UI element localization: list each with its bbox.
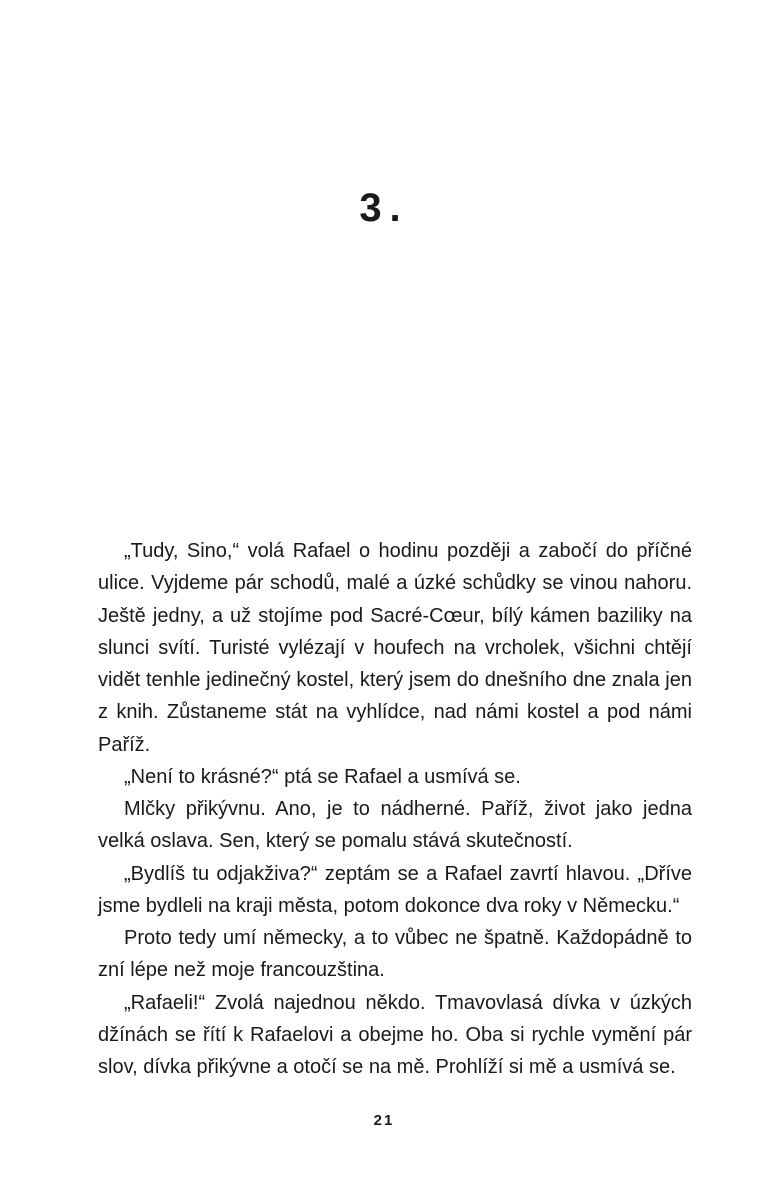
paragraph: „Bydlíš tu odjakživa?“ zeptám se a Rafael zavrtí hlavou. „Dříve jsme bydleli na kraji města, potom dokonce dva roky v Německu.“	[98, 862, 692, 917]
page-number: 21	[373, 1112, 395, 1129]
paragraph: „Tudy, Sino,“ volá Rafael o hodinu později a zabočí do příčné ulice. Vyjdeme pár schodů, malé a úzké schůdky se vinou nahoru. Ještě jedny, a už stojíme pod Sacré-Cœur, bílý kámen baziliky na slunci svítí. Turisté vylézají v houfech na vrcholek, všichni chtějí vidět tenhle jedinečný kostel, který jsem do dnešního dne znala jen z knih. Zůstaneme stát na vyhlídce, nad námi kostel a pod námi Paříž.	[98, 540, 692, 756]
body-text	[98, 535, 692, 1083]
chapter-number: 3.	[359, 186, 409, 230]
paragraph: Mlčky přikývnu. Ano, je to nádherné. Paříž, život jako jedna velká oslava. Sen, který se pomalu stává skutečností.	[98, 798, 692, 853]
paragraph: Proto tedy umí německy, a to vůbec ne špatně. Každopádně to zní lépe než moje francouzština.	[98, 927, 692, 982]
paragraph: „Rafaeli!“ Zvolá najednou někdo. Tmavovlasá dívka v úzkých džínách se řítí k Rafaelovi a obejme ho. Oba si rychle vymění pár slov, dívka přikývne a otočí se na mě. Prohlíží si mě a usmívá se.	[98, 991, 692, 1078]
paragraph: „Není to krásné?“ ptá se Rafael a usmívá se.	[124, 765, 521, 788]
